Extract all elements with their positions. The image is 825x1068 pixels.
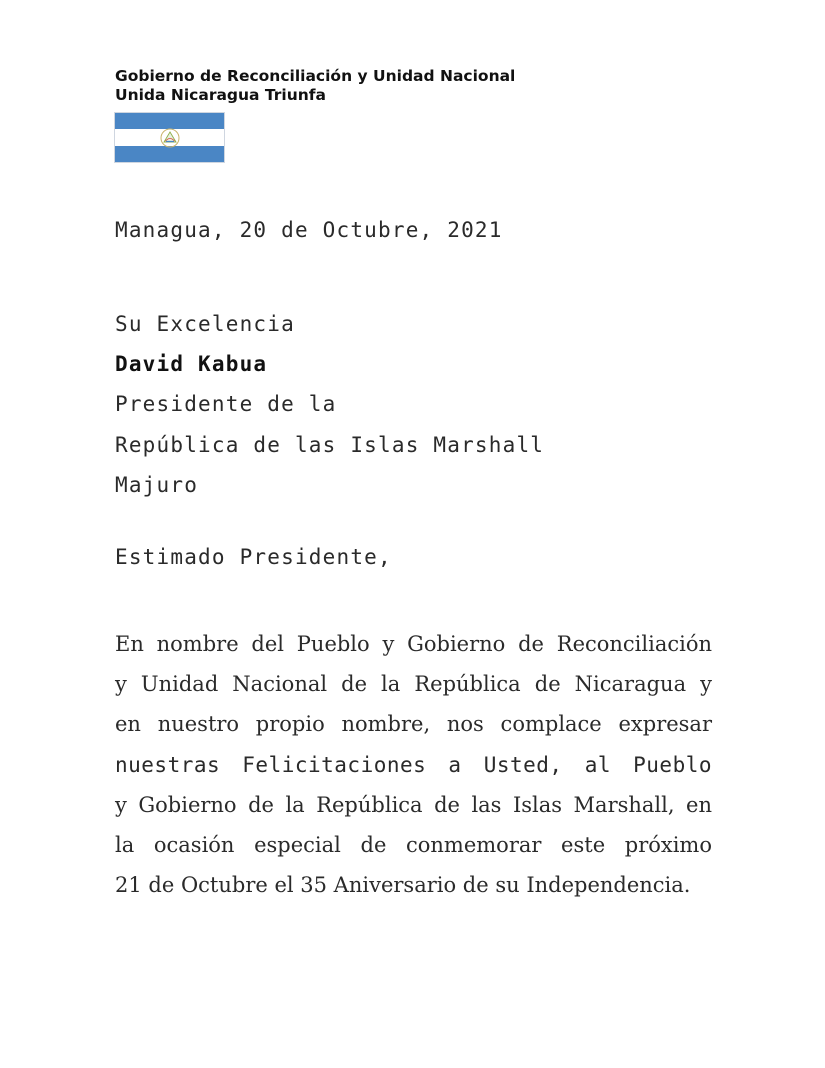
body-line: y Unidad Nacional de la República de Nicaragua y bbox=[115, 672, 712, 697]
letterhead-government-name: Gobierno de Reconciliación y Unidad Nacional bbox=[115, 67, 516, 85]
addressee-country: República de las Islas Marshall bbox=[115, 432, 545, 457]
body-line: nuestras Felicitaciones a Usted, al Pueblo bbox=[115, 752, 712, 777]
letterhead-slogan: Unida Nicaragua Triunfa bbox=[115, 86, 327, 104]
addressee-block bbox=[115, 304, 544, 505]
addressee-position: Presidente de la bbox=[115, 392, 337, 417]
letterhead bbox=[115, 67, 515, 105]
addressee-honorific: Su Excelencia bbox=[115, 312, 295, 336]
addressee-city: Majuro bbox=[115, 472, 199, 497]
body-line: 21 de Octubre el 35 Aniversario de su Independencia. bbox=[115, 873, 691, 898]
nicaragua-flag-icon bbox=[114, 112, 225, 163]
addressee-name: David Kabua bbox=[115, 352, 268, 377]
letter-body bbox=[115, 624, 712, 905]
letter-date: Managua, 20 de Octubre, 2021 bbox=[115, 218, 503, 242]
greeting: Estimado Presidente, bbox=[115, 545, 392, 569]
coat-of-arms-icon bbox=[159, 127, 181, 149]
body-line: En nombre del Pueblo y Gobierno de Reconciliación bbox=[115, 632, 712, 656]
body-line: en nuestro propio nombre, nos complace expresar bbox=[115, 712, 712, 737]
body-line: y Gobierno de la República de las Islas Marshall, en bbox=[115, 792, 712, 817]
body-line: la ocasión especial de conmemorar este próximo bbox=[115, 832, 712, 857]
